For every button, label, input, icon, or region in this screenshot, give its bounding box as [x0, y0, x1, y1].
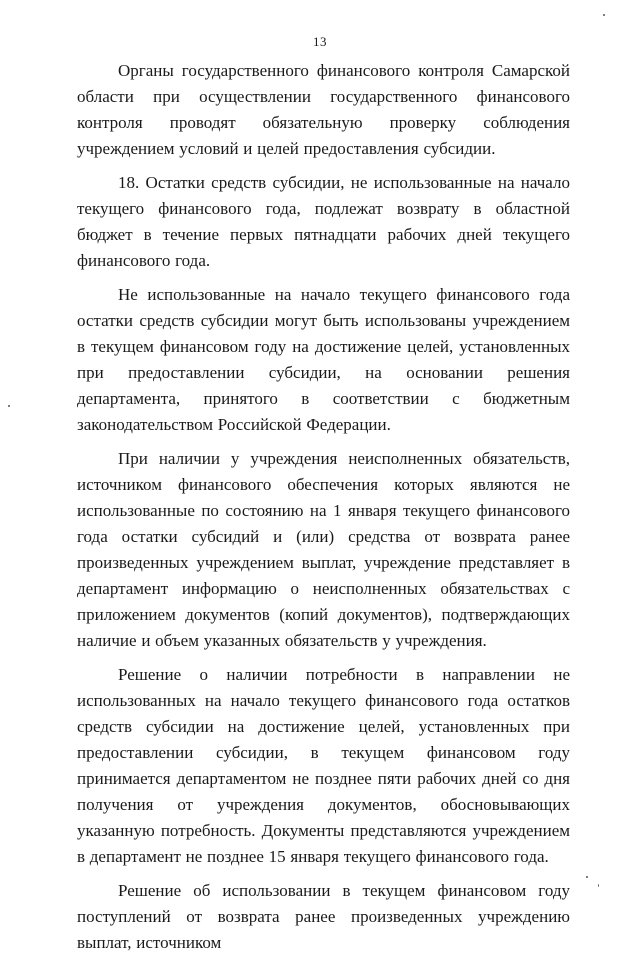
scan-speck — [8, 405, 10, 407]
scan-speck — [598, 884, 599, 887]
scan-speck — [586, 876, 588, 878]
document-body — [77, 58, 570, 956]
paragraph-need-decision: Решение о наличии потребности в направлении не использованных на начало текущего финансового года остатков средств субсидии на достижение целей, установленных при предоставлении субсидии, в текущем финансовом году принимается департаментом не позднее пяти рабочих дней со дня получения от учреждения документов, обосновывающих указанную потребность. Документы представляются учреждением в департамент не позднее 15 января текущего финансового года. — [77, 665, 570, 866]
paragraph-unfulfilled-obligations: При наличии у учреждения неисполненных обязательств, источником финансового обеспечения которых являются не использованные по состоянию на 1 января текущего финансового года остатки субсидий и (или) средства от возврата ранее произведенных учреждением выплат, учреждение представляет в департамент информацию о неисполненных обязательствах с приложением документов (копий документов), подтверждающих наличие и объем указанных обязательств у учреждения. — [77, 449, 570, 650]
paragraph-unused-balances: Не использованные на начало текущего финансового года остатки средств субсидии могут быть использованы учреждением в текущем финансовом году на достижение целей, установленных при предоставлении субсидии, на основании решения департамента, принятого в соответствии с бюджетным законодательством Российской Федерации. — [77, 285, 570, 434]
paragraph-financial-control: Органы государственного финансового контроля Самарской области при осуществлении государственного финансового контроля проводят обязательную проверку соблюдения учреждением условий и целей предоставления субсидии. — [77, 61, 570, 158]
page-number: 13 — [313, 34, 327, 49]
scan-speck — [603, 14, 605, 16]
paragraph-use-decision: Решение об использовании в текущем финансовом году поступлений от возврата ранее произведенных учреждению выплат, источником — [77, 881, 570, 952]
paragraph-item-18: 18. Остатки средств субсидии, не использованные на начало текущего финансового года, подлежат возврату в областной бюджет в течение первых пятнадцати рабочих дней текущего финансового года. — [77, 173, 570, 270]
